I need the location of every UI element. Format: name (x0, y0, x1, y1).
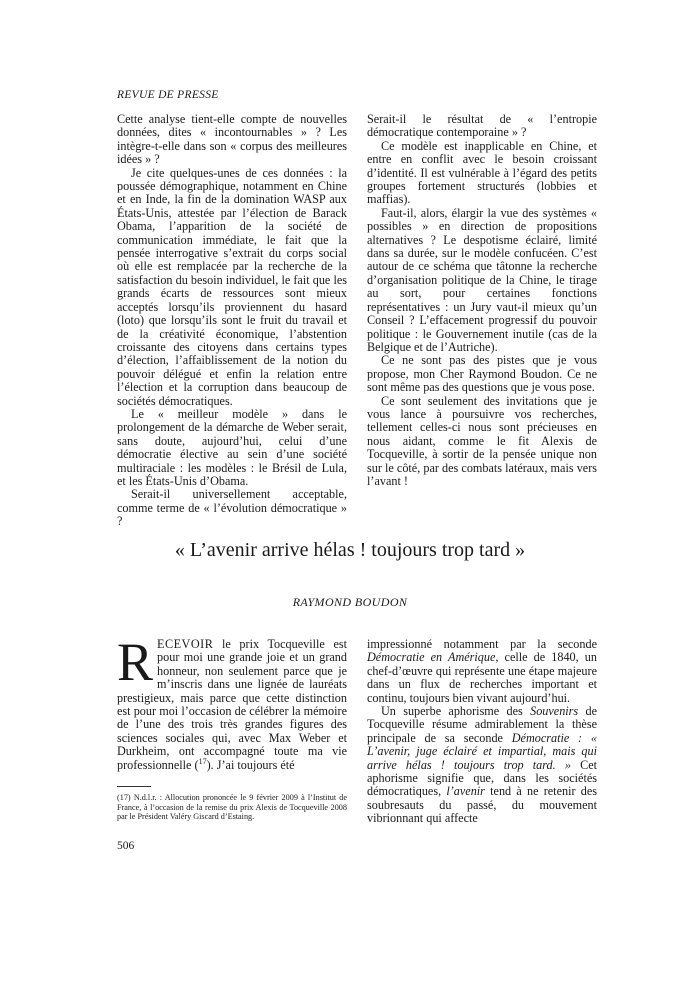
article-right-column (367, 638, 597, 826)
top-right-column (367, 113, 597, 488)
article-title: « L’avenir arrive hélas ! toujours trop tard » (174, 539, 526, 561)
paragraph (367, 638, 597, 705)
text-run: , celle de 1840, un chef-d’œuvre qui représente une étape majeure dans un flux de recherches important et continu, toujours bien vivant aujourd’hui. (367, 650, 597, 705)
footnote-divider (117, 786, 151, 787)
text-run: Cet aphorisme signifie que, dans les sociétés démocratiques, (367, 757, 597, 799)
page-number: 506 (117, 840, 135, 852)
paragraph-text: le prix Tocqueville est pour moi une grande joie et un grand honneur, non seulement parce que je m’inscris dans une lignée de lauréats prestigieux, mais parce que cette distinction est pour moi l’occasion de célébrer la mémoire de l’une des trois très grandes figures des sciences sociales qui, avec Max Weber et Durkheim, ont accompagné toute ma vie professionnelle ( (117, 637, 347, 772)
article-author: RAYMOND BOUDON (292, 595, 408, 609)
paragraph: Le « meilleur modèle » dans le prolongement de la démarche de Weber serait, sans doute, aujourd’hui, celui d’une démocratie élective au sein d’une société multiraciale : les modèles : le Brésil de Lula, et les États-Unis d’Obama. (117, 406, 347, 488)
paragraph: Serait-il universellement acceptable, comme terme de « l’évolution démocratique » ? (117, 487, 347, 529)
italic-run: l’avenir (446, 784, 485, 799)
italic-run: Démocratie en Amérique (367, 650, 496, 665)
drop-cap: R (117, 632, 154, 692)
paragraph (367, 705, 597, 826)
article-left-column (117, 632, 347, 772)
text-run: de Tocqueville résume admirablement la thèse principale de sa seconde (367, 704, 597, 745)
paragraph: Je cite quelques-unes de ces données : la poussée démographique, notamment en Chine et en Inde, la fin de la domination WASP aux États-Unis, attestée par l’élection de Barack Obama, l’apparition de la société de communication immédiate, le fait que la pensée interrogative s’extrait du corps social où elle est remplacée par la recherche de la satisfaction du besoin individuel, le fait que les grands écarts de ressources sont mieux acceptés lorsqu’ils proviennent du hasard (loto) que lorsqu’ils sont le fruit du travail et de la créativité économique, l’abstention croissante des citoyens dans certains types d’élection, l’affaiblissement de la notion du pouvoir délégué et enfin la relation entre l’élection et la corruption dans beaucoup de sociétés démocratiques. (117, 165, 347, 408)
italic-run: Souvenirs (530, 704, 579, 719)
opening-paragraph (117, 632, 347, 772)
paragraph: Serait-il le résultat de « l’entropie démocratique contemporaine » ? (367, 112, 597, 140)
text-run: impressionné notamment par la seconde (367, 637, 597, 651)
italic-run: Démocratie : « L’avenir, juge éclairé et impartial, mais qui arrive hélas ! toujours trop tard. » (367, 730, 597, 772)
text-run: Un superbe aphorisme des (381, 704, 531, 719)
text-run: tend à ne retenir des soubresauts du passé, du mouvement vibrionnant qui affecte (367, 784, 597, 826)
paragraph: Ce ne sont pas des pistes que je vous propose, mon Cher Raymond Boudon. Ce ne sont même pas des questions que je vous pose. (367, 353, 597, 395)
lead-smallcaps: ECEVOIR (157, 637, 214, 651)
running-head: REVUE DE PRESSE (117, 89, 219, 101)
paragraph: Faut-il, alors, élargir la vue des systèmes « possibles » en direction de propositions alternatives ? Le despotisme éclairé, limité dans sa durée, sur le modèle confucéen. C’est autour de ce schéma que tâtonne la recherche d’organisation politique de la Chine, le tirage au sort, pour certaines fonctions représentatives : un Jury vaut-il mieux qu’un Conseil ? L’effacement progressif du pouvoir politique : le Gouvernement inutile (cas de la Belgique et de l’Autriche). (367, 205, 597, 354)
footnote (117, 793, 347, 822)
footnote-ref: 17 (198, 756, 207, 766)
paragraph: Cette analyse tient-elle compte de nouvelles données, dites « incontournables » ? Les intègre-t-elle dans son « corpus des meilleures idées » ? (117, 112, 347, 167)
paragraph: Ce modèle est inapplicable en Chine, et entre en conflit avec le besoin croissant d’identité. Il est vulnérable à l’égard des petits groupes fortement structurés (lobbies et maffias). (367, 138, 597, 207)
footnote-text: N.d.l.r. : Allocution prononcée le 9 février 2009 à l’Institut de France, à l’occasion de la remise du prix Alexis de Tocqueville 2008 par le Président Valéry Giscard d’Estaing. (117, 793, 347, 822)
top-left-column (117, 113, 347, 529)
paragraph: Ce sont seulement des invitations que je vous lance à poursuivre vos recherches, tellement celles-ci nous sont précieuses en nous aidant, comme le fit Alexis de Tocqueville, à sortir de la pensée unique non sur le côté, par des combats latéraux, mais vers l’avant ! (367, 393, 597, 488)
footnote-number: (17) (117, 793, 131, 802)
paragraph-text: ). J’ai toujours été (206, 757, 295, 772)
